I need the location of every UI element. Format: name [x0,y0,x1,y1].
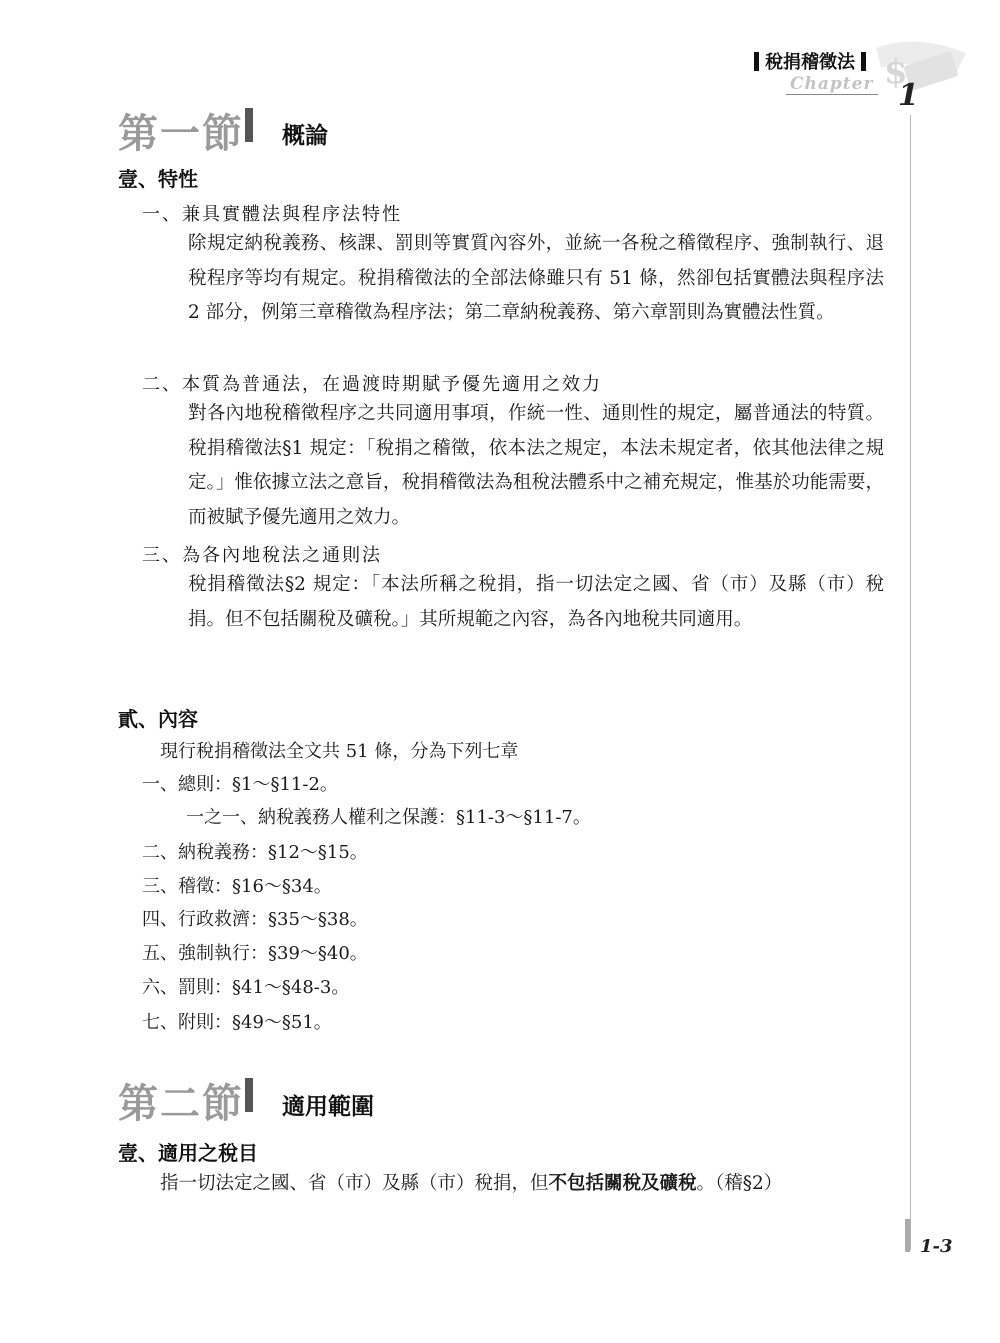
section1-number: 第一節 [118,110,244,157]
item1-title: 一、兼具實體法與程序法特性 [142,204,402,225]
chapter-word: Chapter [790,74,874,94]
applicable-taxes-citation: 。（稽§2） [696,1173,783,1194]
page-number: 1-3 [920,1236,953,1257]
item3-body: 稅捐稽徵法§2 規定：「本法所稱之稅捐，指一切法定之國、省（市）及縣（市）稅捐。但不包括關稅及礦稅。」其所規範之內容，為各內地稅共同適用。 [188,574,884,630]
chapter-list-item: 二、納稅義務：§12～§15。 [142,842,368,863]
chapter-number: 1 [898,78,919,113]
section1-bar [245,108,253,142]
item2-body: 對各內地稅稽徵程序之共同適用事項，作統一性、通則性的規定，屬普通法的特質。稅捐稽徵法§1 規定：「稅捐之稽徵，依本法之規定，本法未規定者，依其他法律之規定。」惟依據立法之意旨，稅捐稽徵法為租稅法體系中之補充規定，惟基於功能需要，而被賦予優先適用之效力。 [188,403,884,528]
part-heading-contents: 貳、內容 [118,707,198,731]
running-title-text: 稅捐稽徵法 [765,52,855,73]
part-heading-characteristics: 壹、特性 [118,167,198,191]
section2-number: 第二節 [118,1080,244,1127]
title-bar-right [861,52,866,71]
contents-intro: 現行稅捐稽徵法全文共 51 條，分為下列七章 [160,741,519,762]
section1-title: 概論 [282,123,328,149]
applicable-taxes-body [160,1169,782,1195]
section2-title: 適用範圍 [282,1094,374,1120]
chapter-list-item: 三、稽徵：§16～§34。 [142,876,332,897]
chapter-list-item: 六、罰則：§41～§48-3。 [142,977,350,998]
item3-title: 三、為各內地稅法之通則法 [142,545,382,566]
chapter-list-item: 一、總則：§1～§11-2。 [142,774,338,795]
applicable-taxes-emphasis: 不包括關稅及礦稅 [548,1173,697,1194]
margin-line [910,115,911,1250]
chapter-list-item: 七、附則：§49～§51。 [142,1012,332,1033]
page-number-bar [905,1219,910,1252]
item2-title: 二、本質為普通法，在過渡時期賦予優先適用之效力 [142,374,602,395]
svg-text:$: $ [884,52,908,92]
chapter-list-item: 一之一、納稅義務人權利之保護：§11-3～§11-7。 [186,807,591,828]
item1-body: 除規定納稅義務、核課、罰則等實質內容外，並統一各稅之稽徵程序、強制執行、退稅程序等均有規定。稅捐稽徵法的全部法條雖只有 51 條，然卻包括實體法與程序法 2 部分，例第三章稽徵為程序法；第二章納稅義務、第六章罰則為實體法性質。 [188,233,884,323]
chapter-list-item: 五、強制執行：§39～§40。 [142,943,368,964]
running-title [748,48,872,74]
applicable-taxes-text: 指一切法定之國、省（市）及縣（市）稅捐，但 [160,1173,549,1194]
chapter-list-item: 四、行政救濟：§35～§38。 [142,909,368,930]
chapter-underline [786,94,878,95]
title-bar-left [754,52,759,71]
section2-bar [245,1078,253,1112]
part-heading-applicable-taxes: 壹、適用之稅目 [118,1141,258,1165]
